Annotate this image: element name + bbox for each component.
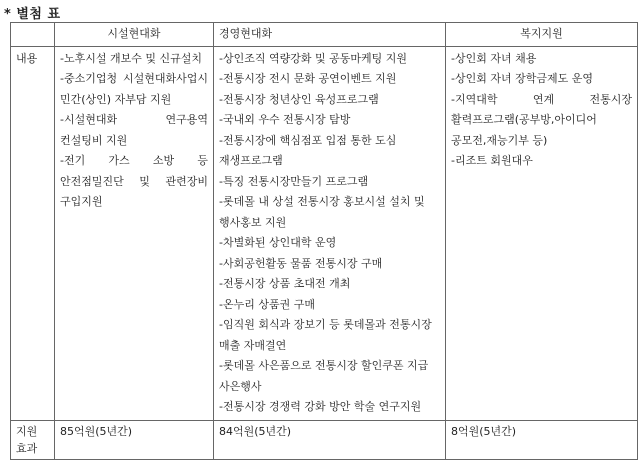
header-cell-welfare: 복지지원 (446, 23, 638, 47)
cell-facility-effect: 85억원(5년간) (55, 420, 214, 459)
cell-welfare-content (446, 46, 638, 420)
list-item: -전기 가스 소방 등 안전점밀진단 및 관련장비 구입지원 (60, 154, 208, 208)
list-item: -전통시장 청년상인 육성프로그램 (219, 92, 379, 106)
list-item: -상인회 자녀 장학금제도 운영 (451, 72, 593, 85)
header-cell-management: 경영현대화 (214, 23, 446, 47)
list-item: -특징 전통시장만들기 프로그램 (219, 174, 369, 188)
table-header-row (11, 23, 638, 47)
header-cell-blank (11, 23, 55, 47)
list-item: -전통시장 경쟁력 강화 방안 학술 연구지원 (219, 400, 422, 413)
list-item: -전통시장 전시 문화 공연이벤트 지원 (219, 72, 397, 85)
list-item: -차별화된 상인대학 운영 (219, 236, 337, 249)
table-row-effect (11, 420, 638, 459)
header-cell-facility: 시설현대화 (55, 23, 214, 47)
attachment-table (10, 22, 638, 460)
cell-facility-content (55, 46, 214, 420)
list-item: -사회공헌활동 물품 전통시장 구매 (219, 256, 383, 270)
list-item: -시설현대화 연구용역 컨설팅비 지원 (60, 113, 208, 147)
list-item: -지역대학 연계 전통시장 활력프로그램(공부방,아이디어 공모전,재능기부 등) (451, 92, 632, 147)
list-item: -전통시장에 핵심점포 입점 통한 도심 재생프로그램 (219, 133, 397, 167)
list-item: -국내외 우수 전통시장 탐방 (219, 113, 351, 126)
row-label-content: 내용 (11, 46, 55, 420)
page-title: * 별첨 표 (4, 7, 61, 22)
list-item: -임직원 회식과 장보기 등 롯데몰과 전통시장 매출 자매결연 (219, 318, 432, 352)
list-item: -롯데몰 내 상설 전통시장 홍보시설 설치 및 행사홍보 지원 (219, 195, 425, 229)
list-item: -온누리 상품권 구매 (219, 297, 315, 311)
row-label-effect: 지원 효과 (11, 420, 55, 459)
cell-welfare-effect: 8억원(5년간) (446, 420, 638, 459)
list-item: -리조트 회원대우 (451, 154, 533, 167)
cell-management-effect: 84억원(5년간) (214, 420, 446, 459)
list-item: -상인조직 역량강화 및 공동마케팅 지원 (219, 51, 407, 65)
table-row-content (11, 46, 638, 420)
list-item: -노후시설 개보수 및 신규설치 (60, 51, 202, 65)
list-item: -중소기업청 시설현대화사업시 민간(상인) 자부담 지원 (60, 72, 208, 106)
cell-management-content (214, 46, 446, 420)
list-item: -상인회 자녀 채용 (451, 51, 537, 65)
list-item: -롯데몰 사은품으로 전통시장 할인쿠폰 지급 사은행사 (219, 359, 429, 393)
list-item: -전통시장 상품 초대전 개최 (219, 277, 351, 290)
